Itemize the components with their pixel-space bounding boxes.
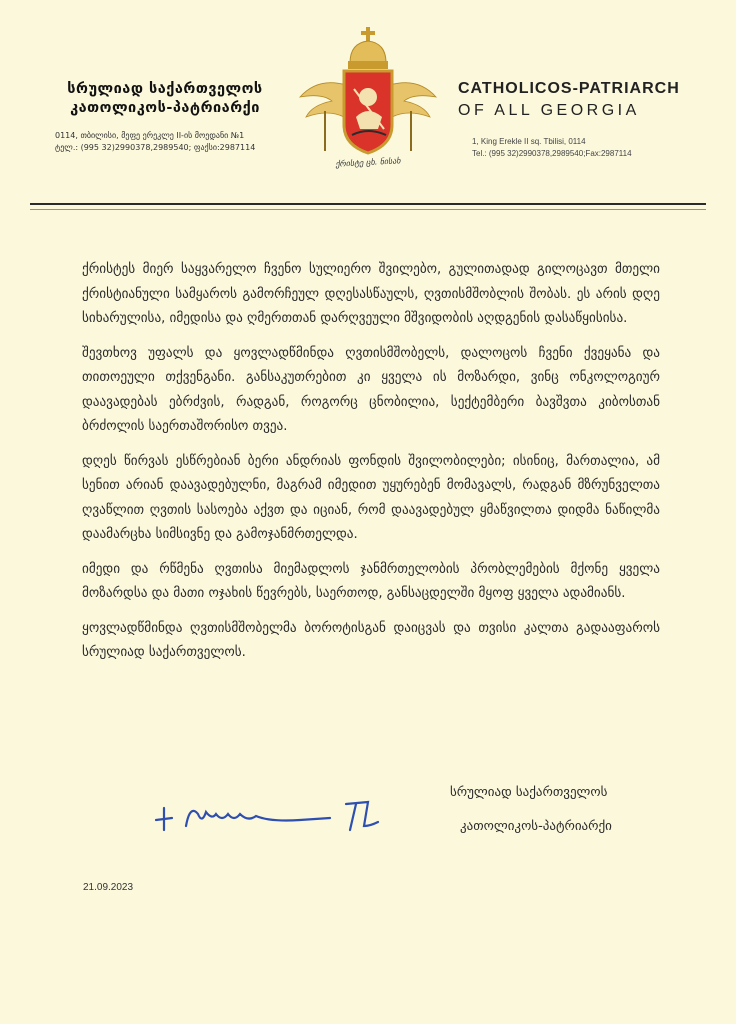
paragraph-4: იმედი და რწმენა ღვთისა მიემადლოს ჯანმრთელობის პრობლემების მქონე ყველა მოზარდსა და მათი ოჯახის წევრებს, საერთოდ, განსაცდელში მყოფ ყველა ადამიანს.	[82, 561, 660, 601]
header-divider-gold	[30, 209, 706, 210]
english-address-line2: Tel.: (995 32)2990378,2989540;Fax:2987114	[472, 149, 632, 158]
georgian-address	[40, 130, 290, 154]
english-title-line2: OF ALL GEORGIA	[458, 102, 640, 119]
header-english-block	[458, 78, 698, 160]
signature-title-line1: სრულიად საქართველოს	[450, 785, 608, 800]
georgian-title-line1: სრულიად საქართველოს	[67, 81, 263, 97]
english-address	[458, 136, 698, 160]
georgian-address-line1: 0114, თბილისი, მეფე ერეკლე II-ის მოედანი №1	[55, 131, 245, 140]
letter-date: 21.09.2023	[83, 882, 134, 893]
georgian-title-line2: კათოლიკოს-პატრიარქი	[70, 100, 260, 116]
georgian-address-line2: ტელ.: (995 32)2990378,2989540; ფაქსი:2987114	[55, 143, 256, 152]
english-address-line1: 1, King Erekle II sq. Tbilisi, 0114	[472, 137, 586, 146]
letter-body	[82, 258, 660, 676]
header-divider	[30, 203, 706, 205]
paragraph-1: ქრისტეს მიერ საყვარელო ჩვენო სულიერო შვილებო, გულითადად გილოცავთ მთელი ქრისტიანული სამყაროს გამორჩეულ დღესასწაულს, ღვთისმშობლის შობას. ეს არის დღე სიხარულისა, იმედისა და ღმერთთან დარღვეული მშვიდობის აღდგენის დასაწყისისა.	[82, 262, 660, 326]
emblem-label: ქრისტე ცხ. ნისახ	[335, 156, 401, 169]
header-georgian-block	[40, 80, 290, 154]
signature-title-line2: კათოლიკოს-პატრიარქი	[460, 819, 612, 834]
paragraph-2: შევთხოვ უფალს და ყოვლადწმინდა ღვთისმშობელს, დალოცოს ჩვენი ქვეყანა და თითოეული თქვენგანი. განსაკუთრებით კი ყველა ის მოზარდი, ვინც ონკოლოგიურ დაავადებას ებრძვის, რადგან, როგორც ცნობილია, სექტემბერი ბავშვთა კიბოსთან ბრძოლის საერთაშორისო თვეა.	[82, 345, 660, 434]
english-title-line1: CATHOLICOS-PATRIARCH	[458, 80, 680, 97]
paragraph-5: ყოვლადწმინდა ღვთისმშობელმა ბოროტისგან დაიცვას და თვისი კალთა გადააფაროს სრულიად საქართველოს.	[82, 620, 660, 660]
patriarchate-emblem-icon	[298, 25, 438, 175]
handwritten-signature-icon	[150, 790, 400, 840]
paragraph-3: დღეს წირვას ესწრებიან ბერი ანდრიას ფონდის შვილობილები; ისინიც, მართალია, ამ სენით არიან დაავადებულნი, მაგრამ იმედით უყურებენ მომავალს, რადგან მზრუნველთა ღვაწლით ღვთის სასოება აქვთ და იციან, რომ დაავადებულ ყმაწვილთა დიდმა ნაწილმა დაამარცხა სიმსივნე და გამოჯანმრთელდა.	[82, 453, 660, 542]
